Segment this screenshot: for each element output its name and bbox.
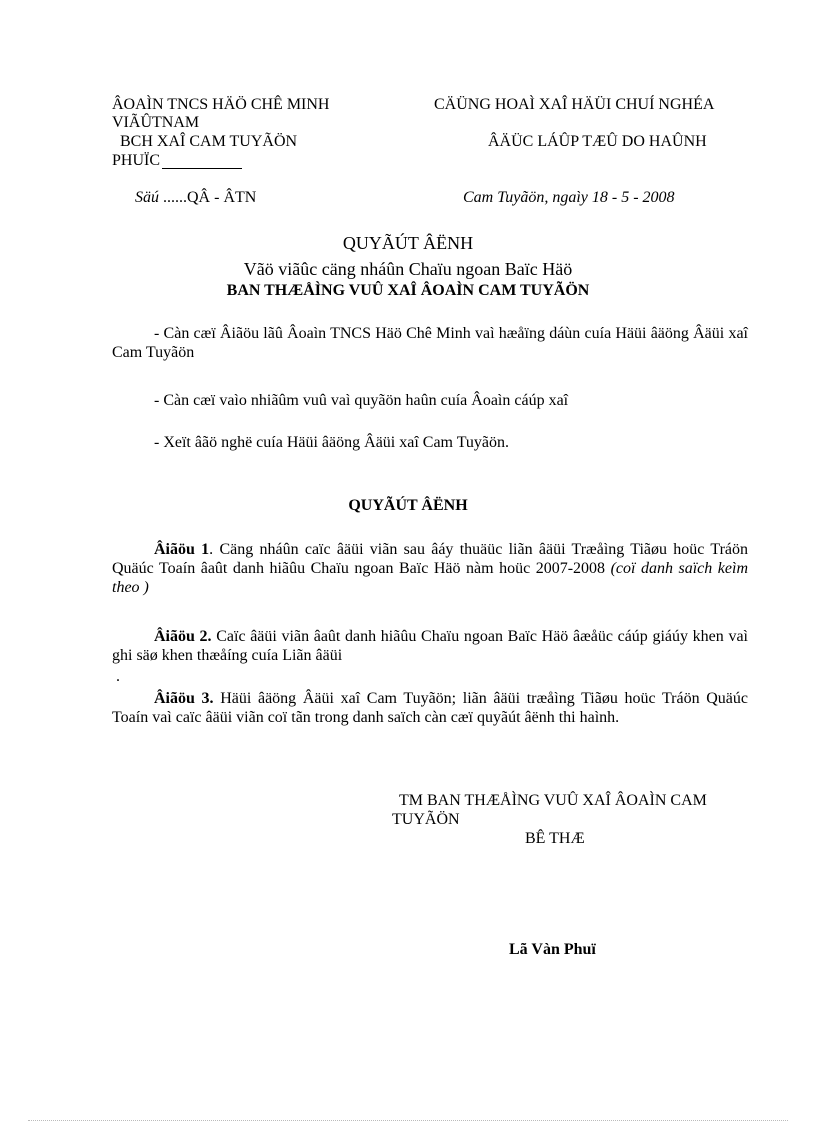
- decision-heading: QUYÃÚT ÂËNH: [348, 497, 468, 514]
- article-2: Âiãöu 2. Caïc âäüi viãn âaût danh hiãûu Chaïu ngoan Baïc Häö âæåüc cáúp giáúy khen vaì ghi säø khen thæåíng cuía Liãn âäüi: [112, 628, 748, 664]
- doc-number: Säú ......QÂ - ÂTN: [135, 189, 257, 206]
- org-left-line3: BCH XAÎ CAM TUYÃÖN: [120, 133, 298, 150]
- article-1-label: Âiãöu 1: [154, 541, 210, 558]
- org-right-line1: CÄÜNG HOAÌ XAÎ HÄÜI CHUÍ NGHÉA: [434, 96, 715, 113]
- signature-line1: TM BAN THÆÅÌNG VUÛ XAÎ ÂOAÌN CAM: [399, 792, 707, 809]
- org-left-line4: PHUÏC: [112, 152, 161, 169]
- page-bottom-rule: [28, 1120, 788, 1121]
- org-left-line1: ÂOAÌN TNCS HÄÖ CHÊ MINH: [112, 96, 330, 113]
- place-date: Cam Tuyãön, ngaìy 18 - 5 - 2008: [463, 189, 675, 206]
- signature-role: BÊ THÆ: [525, 830, 585, 847]
- org-right-line3: ÂÄÜC LÁÛP TÆÛ DO HAÛNH: [488, 133, 707, 150]
- stray-dot: .: [116, 668, 120, 685]
- issuing-authority: BAN THÆÅÌNG VUÛ XAÎ ÂOAÌN CAM TUYÃÖN: [226, 282, 590, 299]
- basis-1: - Càn cæï Âiãöu lãû Âoaìn TNCS Häö Chê Minh vaì hæåïng dáùn cuía Häüi âäöng Âäüi xaî Cam Tuyãön: [112, 325, 748, 361]
- header-underline: [162, 168, 242, 169]
- article-3-label: Âiãöu 3.: [154, 690, 214, 707]
- org-left-line2: VIÃÛTNAM: [112, 114, 200, 131]
- decision-title: QUYÃÚT ÂËNH: [342, 233, 474, 253]
- article-1: Âiãöu 1. Cäng nháûn caïc âäüi viãn sau âáy thuäüc liãn âäüi Træåìng Tiãøu hoüc Tráön Quäúc Toaín âaût danh hiãûu Chaïu ngoan Baïc Häö nàm hoüc 2007-2008 (coï danh saïch keìm theo ): [112, 541, 748, 596]
- article-3: Âiãöu 3. Häüi âäöng Âäüi xaî Cam Tuyãön; liãn âäüi træåìng Tiãøu hoüc Tráön Quäúc Toaín vaì caïc âäüi viãn coï tãn trong danh saïch càn cæï quyãút âënh thi haình.: [112, 690, 749, 726]
- article-2-label: Âiãöu 2.: [154, 628, 212, 645]
- signer-name: Lã Vàn Phuï: [509, 941, 596, 958]
- basis-2: - Càn cæï vaìo nhiãûm vuû vaì quyãön haûn cuía Âoaìn cáúp xaî: [154, 392, 569, 409]
- basis-3: - Xeït âãö nghë cuía Häüi âäöng Âäüi xaî Cam Tuyãön.: [154, 434, 510, 451]
- decision-subject: Vãö viãûc cäng nháûn Chaïu ngoan Baïc Häö: [243, 259, 573, 279]
- article-1-note: (coï danh saïch keìm theo ): [112, 560, 748, 596]
- signature-line2: TUYÃÖN: [392, 811, 460, 828]
